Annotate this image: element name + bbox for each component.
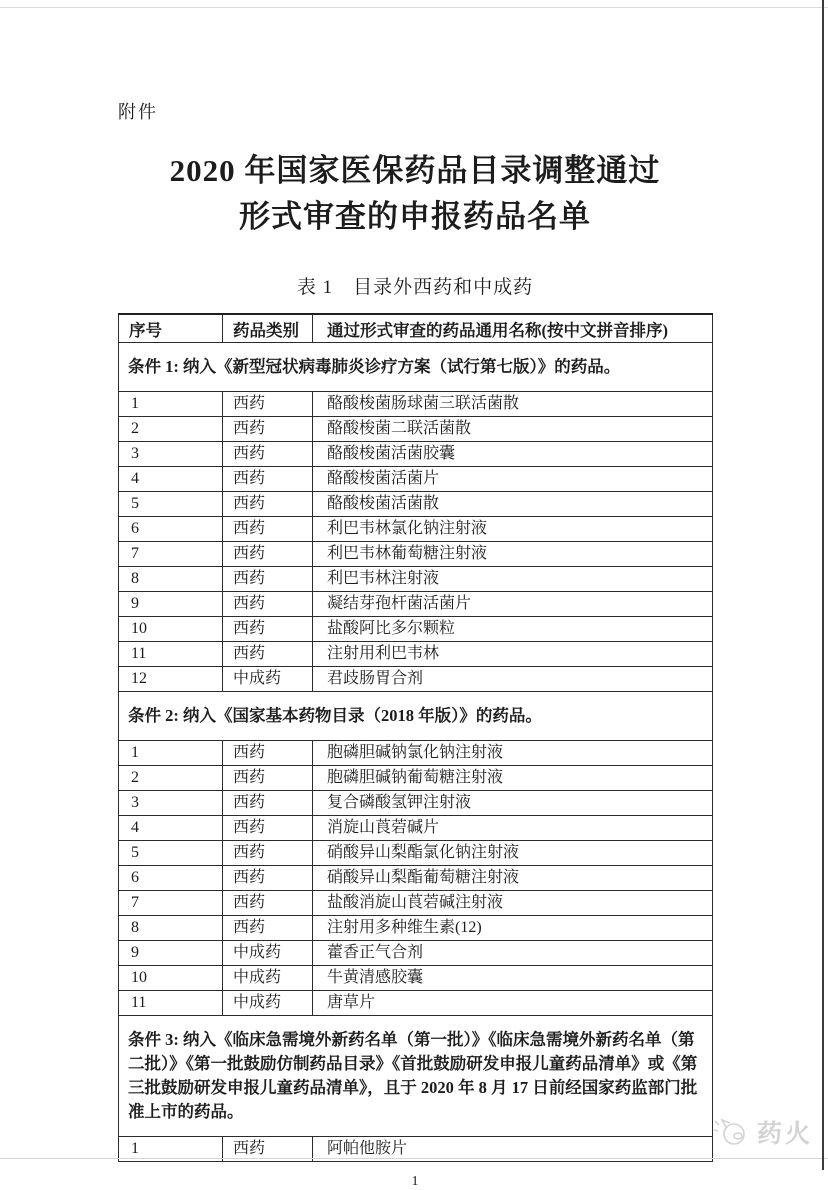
drug-category: 西药: [223, 816, 313, 841]
drug-name: 酪酸梭菌二联活菌散: [313, 417, 713, 442]
drug-category: 西药: [223, 642, 313, 667]
table-row: [119, 642, 713, 667]
condition-text: 条件 1: 纳入《新型冠状病毒肺炎诊疗方案（试行第七版）》的药品。: [119, 343, 713, 392]
row-number: 5: [119, 492, 223, 517]
row-number: 1: [119, 392, 223, 417]
row-number: 7: [119, 891, 223, 916]
drug-name: 盐酸阿比多尔颗粒: [313, 617, 713, 642]
row-number: 2: [119, 417, 223, 442]
table-row: [119, 866, 713, 891]
page-title: [118, 148, 712, 240]
table-row: [119, 442, 713, 467]
table-row: [119, 417, 713, 442]
drug-category: 西药: [223, 791, 313, 816]
scan-edge-right: [822, 0, 824, 1170]
row-number: 1: [119, 1137, 223, 1162]
drug-name: 藿香正气合剂: [313, 941, 713, 966]
drug-name: 凝结芽孢杆菌活菌片: [313, 592, 713, 617]
table-row: [119, 916, 713, 941]
drug-name: 消旋山莨菪碱片: [313, 816, 713, 841]
table-row: [119, 816, 713, 841]
column-header-index: 序号: [119, 314, 223, 343]
page-number: 1: [411, 1174, 419, 1189]
table-row: [119, 567, 713, 592]
drug-category: 西药: [223, 592, 313, 617]
drug-category: 中成药: [223, 991, 313, 1016]
drug-category: 西药: [223, 542, 313, 567]
row-number: 1: [119, 741, 223, 766]
drug-category: 西药: [223, 467, 313, 492]
table-row: [119, 592, 713, 617]
watermark-text: 药火: [757, 1121, 814, 1148]
row-number: 4: [119, 467, 223, 492]
drug-name: 君歧肠胃合剂: [313, 667, 713, 692]
drug-name: 利巴韦林氯化钠注射液: [313, 517, 713, 542]
row-number: 10: [119, 617, 223, 642]
drug-category: 中成药: [223, 941, 313, 966]
table-header-row: [119, 314, 713, 343]
drug-name: 硝酸异山梨酯葡萄糖注射液: [313, 866, 713, 891]
drug-category: 西药: [223, 916, 313, 941]
attachment-label: 附件: [118, 102, 158, 122]
table-row: [119, 392, 713, 417]
column-header-category: 药品类别: [223, 314, 313, 343]
row-number: 9: [119, 592, 223, 617]
row-number: 11: [119, 991, 223, 1016]
row-number: 2: [119, 766, 223, 791]
drug-category: 西药: [223, 392, 313, 417]
table-row: [119, 617, 713, 642]
drug-name: 酪酸梭菌活菌散: [313, 492, 713, 517]
drug-category: 西药: [223, 417, 313, 442]
drug-category: 西药: [223, 841, 313, 866]
drug-name: 酪酸梭菌肠球菌三联活菌散: [313, 392, 713, 417]
row-number: 3: [119, 791, 223, 816]
table-row: [119, 542, 713, 567]
drug-table-body: [119, 343, 713, 1162]
table-row: [119, 766, 713, 791]
drug-name: 酪酸梭菌活菌片: [313, 467, 713, 492]
table-row: [119, 966, 713, 991]
drug-name: 注射用多种维生素(12): [313, 916, 713, 941]
table-row: [119, 791, 713, 816]
table-row: [119, 991, 713, 1016]
drug-name: 胞磷胆碱钠氯化钠注射液: [313, 741, 713, 766]
row-number: 7: [119, 542, 223, 567]
drug-name: 注射用利巴韦林: [313, 642, 713, 667]
drug-category: 西药: [223, 1137, 313, 1162]
table-row: [119, 517, 713, 542]
drug-name: 盐酸消旋山莨菪碱注射液: [313, 891, 713, 916]
row-number: 6: [119, 866, 223, 891]
drug-category: 中成药: [223, 667, 313, 692]
row-number: 4: [119, 816, 223, 841]
drug-name: 胞磷胆碱钠葡萄糖注射液: [313, 766, 713, 791]
drug-name: 硝酸异山梨酯氯化钠注射液: [313, 841, 713, 866]
row-number: 9: [119, 941, 223, 966]
drug-name: 利巴韦林葡萄糖注射液: [313, 542, 713, 567]
drug-name: 唐草片: [313, 991, 713, 1016]
condition-row: [119, 1016, 713, 1137]
scan-edge-bottom: [0, 1158, 828, 1159]
drug-category: 西药: [223, 567, 313, 592]
drug-category: 西药: [223, 741, 313, 766]
table-row: [119, 467, 713, 492]
condition-text: 条件 3: 纳入《临床急需境外新药名单（第一批）》《临床急需境外新药名单（第二批）》《第一批鼓励仿制药品目录》《首批鼓励研发申报儿童药品清单》或《第三批鼓励研发申报儿童药品清单》，且于 2020 年 8 月 17 日前经国家药监部门批准上市的药品。: [119, 1016, 713, 1137]
table-row: [119, 741, 713, 766]
drug-category: 西药: [223, 766, 313, 791]
document-page: [118, 0, 712, 1190]
drug-table: [118, 313, 713, 1162]
table-row: [119, 667, 713, 692]
page-title-line1: 2020 年国家医保药品目录调整通过: [169, 153, 661, 188]
drug-name: 阿帕他胺片: [313, 1137, 713, 1162]
drug-category: 西药: [223, 891, 313, 916]
condition-row: [119, 692, 713, 741]
drug-category: 西药: [223, 492, 313, 517]
table-row: [119, 492, 713, 517]
condition-row: [119, 343, 713, 392]
drug-category: 西药: [223, 442, 313, 467]
drug-name: 复合磷酸氢钾注射液: [313, 791, 713, 816]
watermark: [712, 1114, 813, 1150]
row-number: 8: [119, 567, 223, 592]
row-number: 12: [119, 667, 223, 692]
drug-name: 牛黄清感胶囊: [313, 966, 713, 991]
table-caption: 表 1 目录外西药和中成药: [296, 277, 534, 298]
drug-category: 西药: [223, 617, 313, 642]
drug-category: 西药: [223, 517, 313, 542]
pig-logo-icon: [712, 1117, 752, 1147]
row-number: 10: [119, 966, 223, 991]
row-number: 3: [119, 442, 223, 467]
drug-category: 西药: [223, 866, 313, 891]
scan-edge-top: [0, 7, 828, 8]
row-number: 8: [119, 916, 223, 941]
row-number: 5: [119, 841, 223, 866]
row-number: 11: [119, 642, 223, 667]
drug-name: 利巴韦林注射液: [313, 567, 713, 592]
row-number: 6: [119, 517, 223, 542]
table-row: [119, 941, 713, 966]
table-row: [119, 891, 713, 916]
condition-text: 条件 2: 纳入《国家基本药物目录（2018 年版）》的药品。: [119, 692, 713, 741]
drug-name: 酪酸梭菌活菌胶囊: [313, 442, 713, 467]
table-row: [119, 841, 713, 866]
page-title-line2: 形式审查的申报药品名单: [239, 199, 591, 234]
drug-category: 中成药: [223, 966, 313, 991]
column-header-name: 通过形式审查的药品通用名称(按中文拼音排序): [313, 314, 713, 343]
